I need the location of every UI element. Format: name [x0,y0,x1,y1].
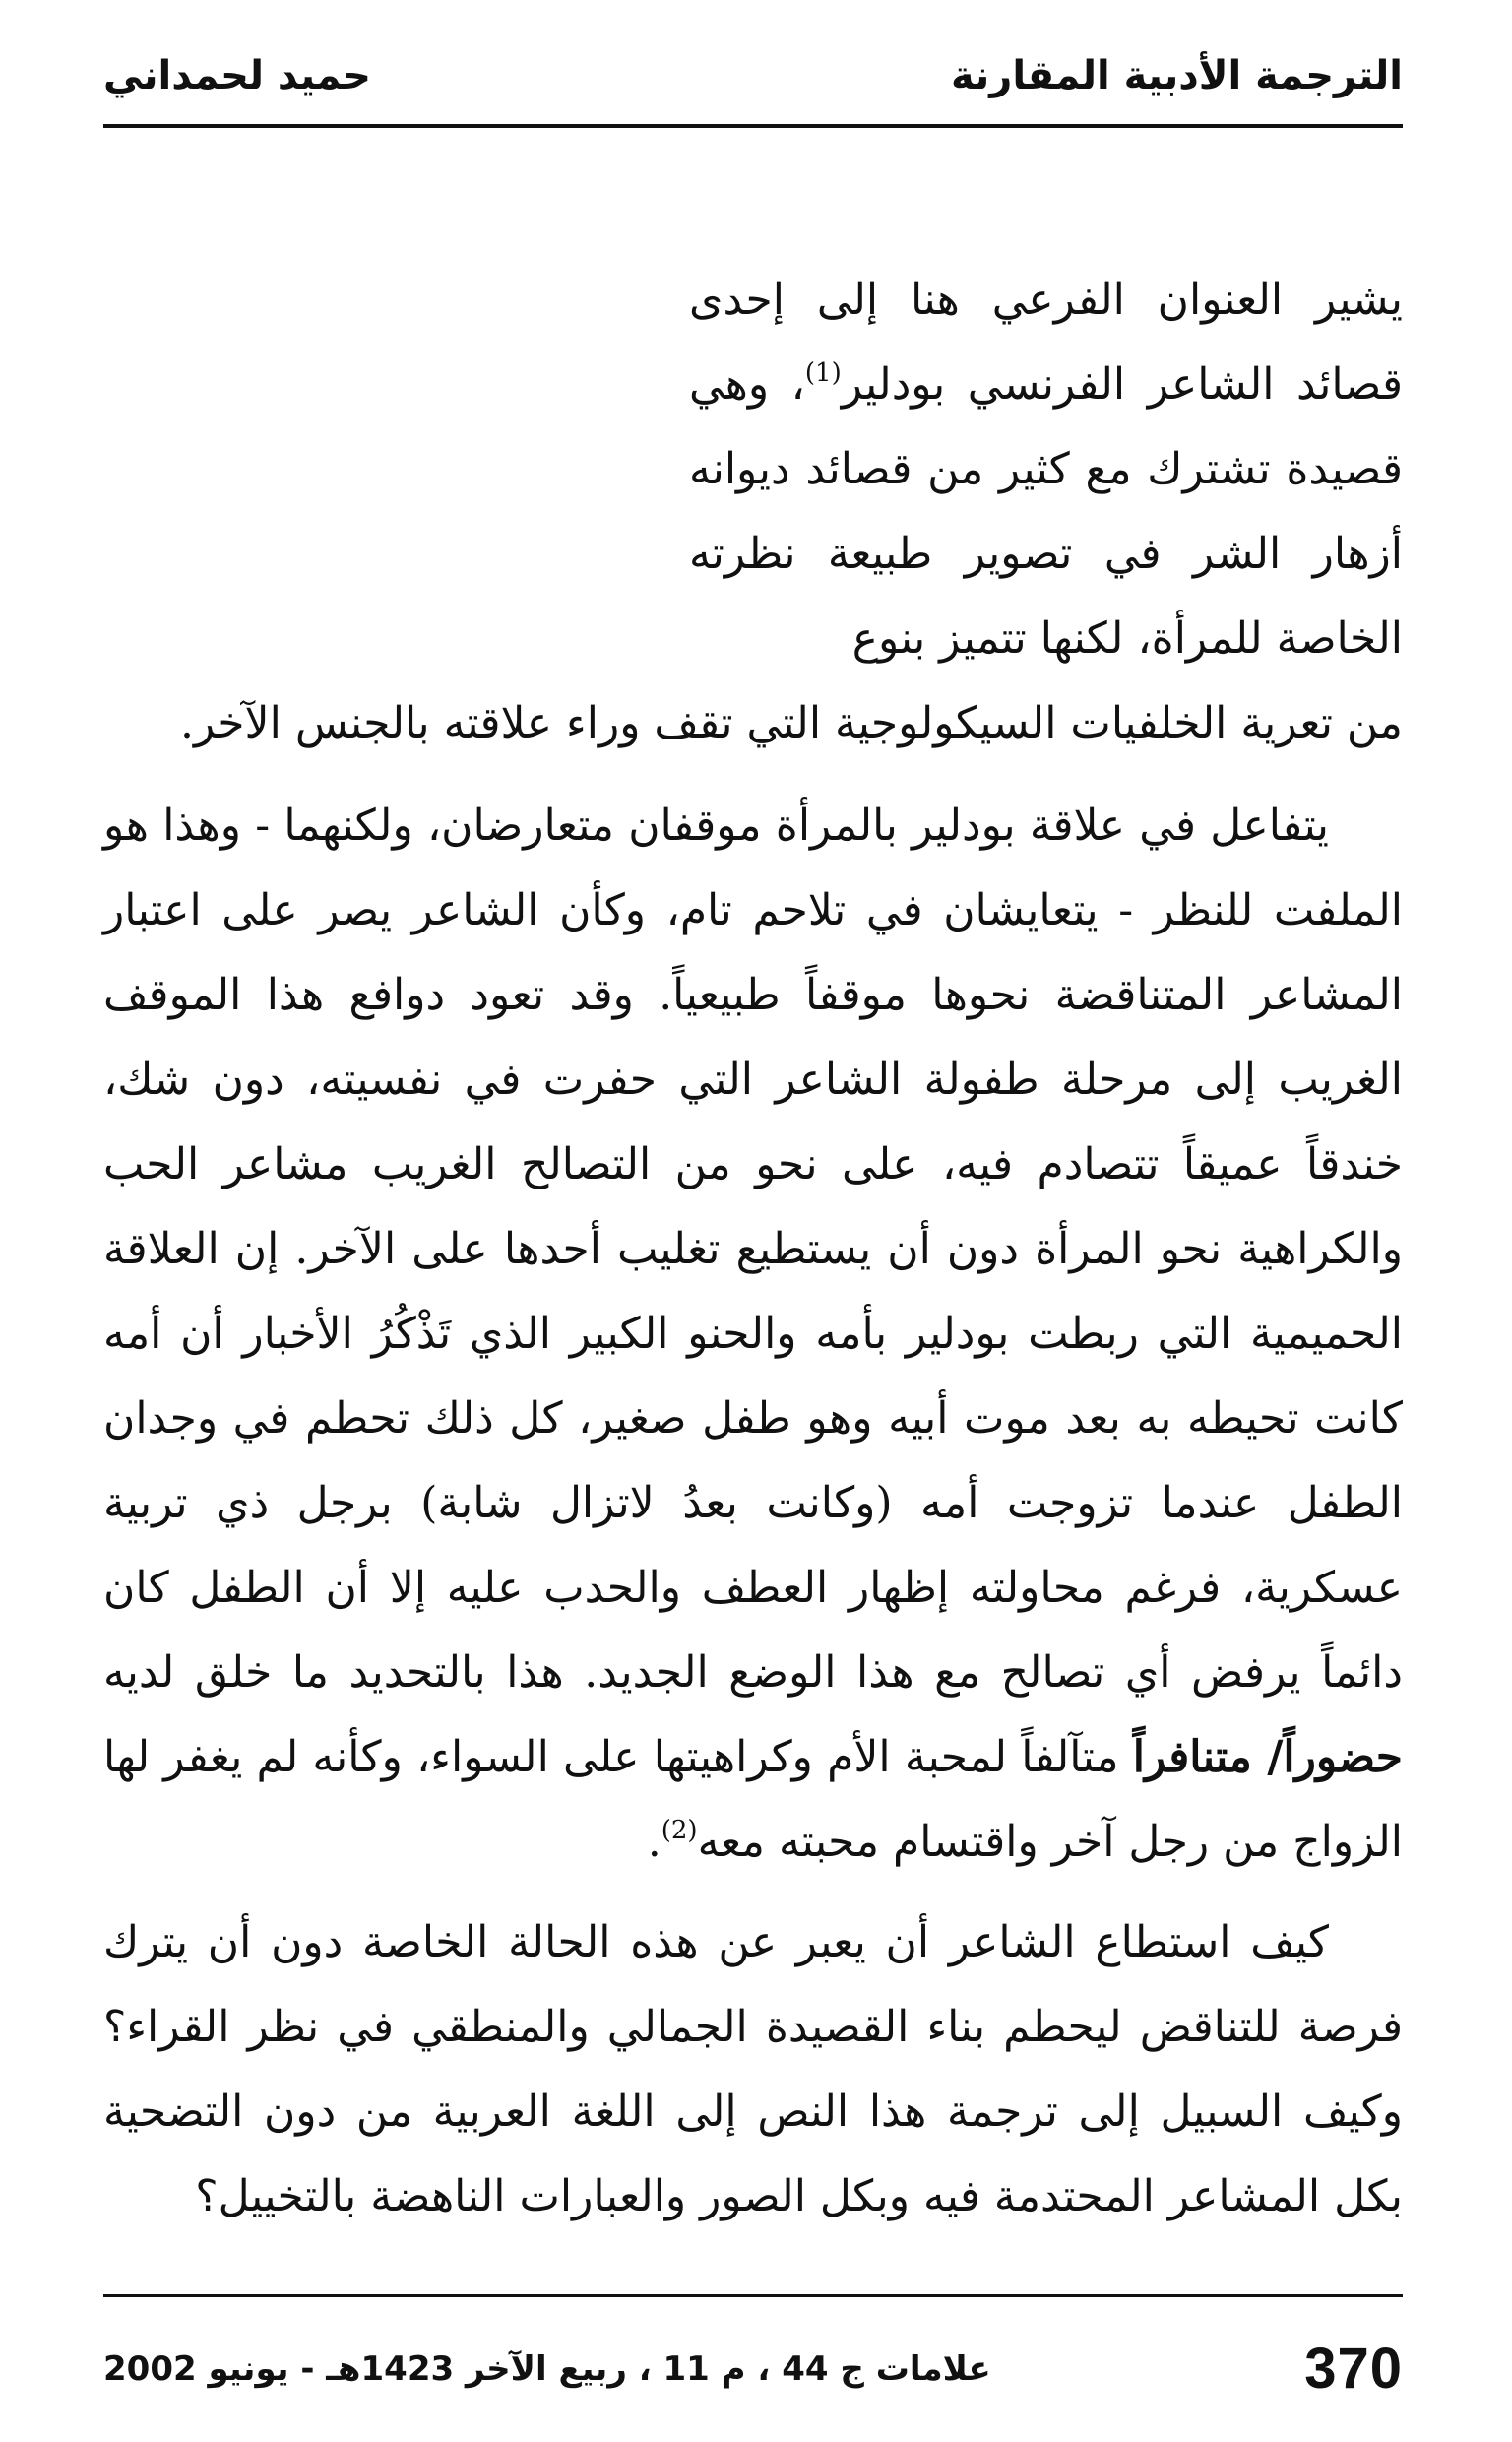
header-author: حميد لحمداني [103,53,371,98]
footer-divider [103,2294,1403,2297]
journal-citation: علامات ج 44 ، م 11 ، ربيع الآخر 1423هـ - يونيو 2002 [103,2349,991,2389]
body-paragraph-2 [103,784,1403,1885]
intro-paragraph [103,258,1403,766]
intro-text: يشير العنوان الفرعي هنا إلى إحدى قصائد الشاعر الفرنسي بودلير [689,275,1403,410]
header-title: الترجمة الأدبية المقارنة [951,53,1403,98]
intro-text-continued: ، وهي قصيدة تشترك مع كثير من قصائد ديوانه أزهار الشر في تصوير طبيعة نظرته الخاصة للمرأة، لكنها تتميز بنوع [689,359,1403,664]
running-header [103,47,1403,128]
paragraph-2-end: . [647,1817,662,1867]
paragraph-3-text: كيف استطاع الشاعر أن يعبر عن هذه الحالة الخاصة دون أن يترك فرصة للتناقض ليحطم بناء القصيدة الجمالي والمنطقي في نظر القراء؟ وكيف السبيل إلى ترجمة هذا النص إلى اللغة العربية من دون التضحية بكل المشاعر المحتدمة فيه وبكل الصور والعبارات الناهضة بالتخييل؟ [103,1917,1403,2221]
paragraph-2-text-b: متآلفاً لمحبة الأم وكراهيتها على السواء، وكأنه لم يغفر لها الزواج من رجل آخر واقتسام محبته معه [103,1732,1403,1867]
intro-full-line: من تعرية الخلفيات السيكولوجية التي تقف وراء علاقته بالجنس الآخر. [180,698,1403,748]
footnote-ref-2[interactable]: (2) [661,1816,698,1845]
article-body [103,258,1403,2239]
intro-narrow-block [689,258,1403,681]
page-footer [103,2336,1403,2405]
emphasized-phrase: حضوراً/ متنافراً [1132,1732,1403,1782]
body-paragraph-3 [103,1900,1403,2239]
footnote-ref-1[interactable]: (1) [804,358,842,388]
paragraph-2-text-a: يتفاعل في علاقة بودلير بالمرأة موقفان متعارضان، ولكنهما - وهذا هو الملفت للنظر - يتعايشان في تلاحم تام، وكأن الشاعر يصر على اعتبار المشاعر المتناقضة نحوها موقفاً طبيعياً. وقد تعود دوافع هذا الموقف الغريب إلى مرحلة طفولة الشاعر التي حفرت في نفسيته، دون شك، خندقاً عميقاً تتصادم فيه، على نحو من التصالح الغريب مشاعر الحب والكراهية نحو المرأة دون أن يستطيع تغليب أحدها على الآخر. إن العلاقة الحميمية التي ربطت بودلير بأمه والحنو الكبير الذي تَذْكُرُ الأخبار أن أمه كانت تحيطه به بعد موت أبيه وهو طفل صغير، كل ذلك تحطم في وجدان الطفل عندما تزوجت أمه (وكانت بعدُ لاتزال شابة) برجل ذي تربية عسكرية، فرغم محاولته إظهار العطف والحدب عليه إلا أن الطفل كان دائماً يرفض أي تصالح مع هذا الوضع الجديد. هذا بالتحديد ما خلق لديه [103,801,1403,1698]
page-number: 370 [1304,2337,1403,2401]
